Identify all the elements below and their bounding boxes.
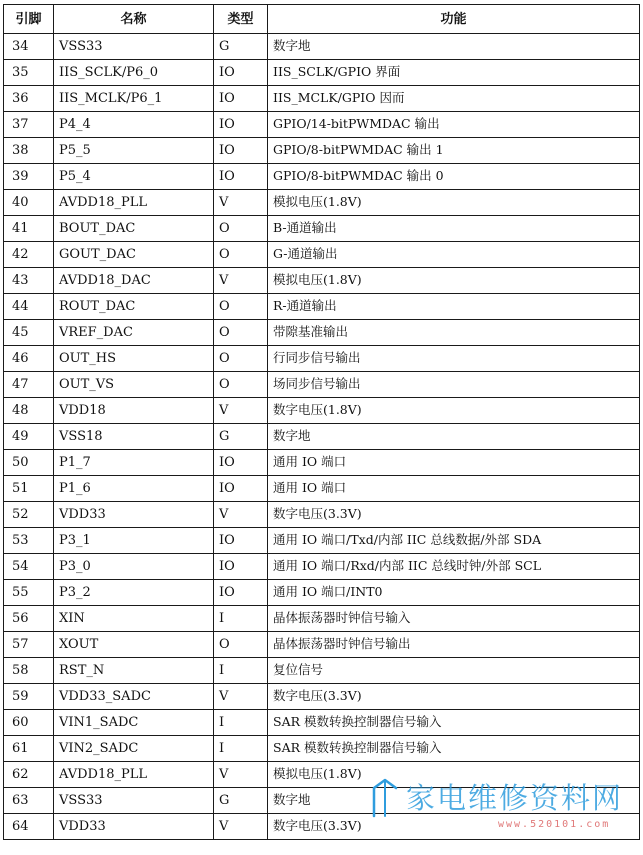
function-cell: 通用 IO 端口/Txd/内部 IIC 总线数据/外部 SDA	[268, 528, 640, 554]
name-cell: VDD33	[54, 502, 214, 528]
function-cell: SAR 模数转换控制器信号输入	[268, 710, 640, 736]
pin-cell: 35	[4, 60, 54, 86]
type-cell: O	[214, 216, 268, 242]
type-cell: V	[214, 398, 268, 424]
pin-cell: 40	[4, 190, 54, 216]
table-row	[4, 450, 640, 476]
pin-cell: 58	[4, 658, 54, 684]
function-cell: 数字地	[268, 424, 640, 450]
header-function: 功能	[268, 5, 640, 34]
type-cell: O	[214, 346, 268, 372]
function-cell: GPIO/8-bitPWMDAC 输出 0	[268, 164, 640, 190]
name-cell: VSS18	[54, 424, 214, 450]
table-row	[4, 164, 640, 190]
table-row	[4, 138, 640, 164]
function-cell: SAR 模数转换控制器信号输入	[268, 736, 640, 762]
function-cell: 模拟电压(1.8V)	[268, 268, 640, 294]
pin-cell: 52	[4, 502, 54, 528]
type-cell: V	[214, 684, 268, 710]
pin-cell: 36	[4, 86, 54, 112]
name-cell: P5_5	[54, 138, 214, 164]
table-row	[4, 736, 640, 762]
table-row	[4, 60, 640, 86]
pin-cell: 57	[4, 632, 54, 658]
table-row	[4, 398, 640, 424]
name-cell: VSS33	[54, 788, 214, 814]
table-row	[4, 268, 640, 294]
table-row	[4, 320, 640, 346]
table-row	[4, 216, 640, 242]
table-body	[4, 34, 640, 840]
name-cell: BOUT_DAC	[54, 216, 214, 242]
function-cell: 复位信号	[268, 658, 640, 684]
name-cell: P4_4	[54, 112, 214, 138]
table-row	[4, 762, 640, 788]
function-cell: 场同步信号输出	[268, 372, 640, 398]
type-cell: O	[214, 294, 268, 320]
name-cell: P3_0	[54, 554, 214, 580]
type-cell: IO	[214, 86, 268, 112]
name-cell: P5_4	[54, 164, 214, 190]
header-type: 类型	[214, 5, 268, 34]
type-cell: IO	[214, 528, 268, 554]
pin-cell: 61	[4, 736, 54, 762]
pin-cell: 44	[4, 294, 54, 320]
name-cell: OUT_VS	[54, 372, 214, 398]
type-cell: IO	[214, 138, 268, 164]
function-cell: 晶体振荡器时钟信号输入	[268, 606, 640, 632]
watermark-text: 家电维修资料网	[406, 781, 624, 815]
type-cell: IO	[214, 554, 268, 580]
pin-cell: 50	[4, 450, 54, 476]
function-cell: 通用 IO 端口	[268, 476, 640, 502]
table-row	[4, 424, 640, 450]
function-cell: 数字电压(1.8V)	[268, 398, 640, 424]
pin-cell: 54	[4, 554, 54, 580]
name-cell: IIS_MCLK/P6_1	[54, 86, 214, 112]
function-cell: 数字地	[268, 34, 640, 60]
table-row	[4, 788, 640, 814]
table-row	[4, 372, 640, 398]
pin-cell: 45	[4, 320, 54, 346]
function-cell: 数字电压(3.3V)	[268, 684, 640, 710]
function-cell: 模拟电压(1.8V)	[268, 762, 640, 788]
function-cell: 通用 IO 端口/INT0	[268, 580, 640, 606]
pin-cell: 51	[4, 476, 54, 502]
pin-cell: 43	[4, 268, 54, 294]
type-cell: IO	[214, 580, 268, 606]
table-row	[4, 814, 640, 840]
table-row	[4, 190, 640, 216]
pin-cell: 49	[4, 424, 54, 450]
name-cell: XIN	[54, 606, 214, 632]
pin-cell: 34	[4, 34, 54, 60]
table-row	[4, 580, 640, 606]
function-cell: 晶体振荡器时钟信号输出	[268, 632, 640, 658]
table-row	[4, 242, 640, 268]
type-cell: V	[214, 762, 268, 788]
type-cell: IO	[214, 164, 268, 190]
pin-cell: 41	[4, 216, 54, 242]
function-cell: G-通道输出	[268, 242, 640, 268]
function-cell: 行同步信号输出	[268, 346, 640, 372]
name-cell: VREF_DAC	[54, 320, 214, 346]
type-cell: V	[214, 268, 268, 294]
function-cell: IIS_SCLK/GPIO 界面	[268, 60, 640, 86]
name-cell: P1_6	[54, 476, 214, 502]
function-cell: B-通道输出	[268, 216, 640, 242]
type-cell: O	[214, 320, 268, 346]
name-cell: GOUT_DAC	[54, 242, 214, 268]
pin-cell: 55	[4, 580, 54, 606]
table-row	[4, 86, 640, 112]
watermark-url: www.520101.com	[498, 819, 611, 830]
pin-cell: 42	[4, 242, 54, 268]
type-cell: V	[214, 814, 268, 840]
function-cell: 数字电压(3.3V)	[268, 502, 640, 528]
pin-cell: 53	[4, 528, 54, 554]
table-header	[4, 5, 640, 34]
pin-cell: 64	[4, 814, 54, 840]
name-cell: VDD33_SADC	[54, 684, 214, 710]
type-cell: I	[214, 710, 268, 736]
name-cell: P3_1	[54, 528, 214, 554]
name-cell: VDD18	[54, 398, 214, 424]
type-cell: V	[214, 190, 268, 216]
name-cell: IIS_SCLK/P6_0	[54, 60, 214, 86]
pin-cell: 48	[4, 398, 54, 424]
name-cell: VSS33	[54, 34, 214, 60]
function-cell: 数字电压(3.3V)	[268, 814, 640, 840]
pin-cell: 63	[4, 788, 54, 814]
pin-cell: 56	[4, 606, 54, 632]
type-cell: G	[214, 34, 268, 60]
function-cell: 模拟电压(1.8V)	[268, 190, 640, 216]
table-row	[4, 34, 640, 60]
type-cell: G	[214, 424, 268, 450]
type-cell: V	[214, 502, 268, 528]
name-cell: P1_7	[54, 450, 214, 476]
table-row	[4, 502, 640, 528]
function-cell: IIS_MCLK/GPIO 因而	[268, 86, 640, 112]
pin-cell: 39	[4, 164, 54, 190]
table-row	[4, 528, 640, 554]
function-cell: 数字地	[268, 788, 640, 814]
function-cell: R-通道输出	[268, 294, 640, 320]
table-row	[4, 476, 640, 502]
header-pin: 引脚	[4, 5, 54, 34]
type-cell: IO	[214, 112, 268, 138]
pin-cell: 62	[4, 762, 54, 788]
pin-cell: 59	[4, 684, 54, 710]
table-row	[4, 632, 640, 658]
name-cell: AVDD18_PLL	[54, 190, 214, 216]
table-row	[4, 554, 640, 580]
name-cell: VIN1_SADC	[54, 710, 214, 736]
header-row	[4, 5, 640, 34]
type-cell: O	[214, 372, 268, 398]
type-cell: G	[214, 788, 268, 814]
function-cell: 带隙基准输出	[268, 320, 640, 346]
type-cell: O	[214, 632, 268, 658]
name-cell: AVDD18_PLL	[54, 762, 214, 788]
pin-cell: 38	[4, 138, 54, 164]
pin-function-table	[3, 4, 640, 840]
type-cell: I	[214, 606, 268, 632]
name-cell: RST_N	[54, 658, 214, 684]
name-cell: OUT_HS	[54, 346, 214, 372]
name-cell: AVDD18_DAC	[54, 268, 214, 294]
pin-cell: 46	[4, 346, 54, 372]
table-row	[4, 346, 640, 372]
name-cell: VDD33	[54, 814, 214, 840]
function-cell: 通用 IO 端口/Rxd/内部 IIC 总线时钟/外部 SCL	[268, 554, 640, 580]
pin-cell: 60	[4, 710, 54, 736]
table-row	[4, 658, 640, 684]
table-row	[4, 684, 640, 710]
type-cell: I	[214, 658, 268, 684]
type-cell: I	[214, 736, 268, 762]
header-name: 名称	[54, 5, 214, 34]
table-row	[4, 606, 640, 632]
table-row	[4, 294, 640, 320]
name-cell: ROUT_DAC	[54, 294, 214, 320]
name-cell: P3_2	[54, 580, 214, 606]
type-cell: IO	[214, 450, 268, 476]
pin-cell: 37	[4, 112, 54, 138]
table-row	[4, 710, 640, 736]
type-cell: IO	[214, 476, 268, 502]
table-row	[4, 112, 640, 138]
pin-cell: 47	[4, 372, 54, 398]
function-cell: GPIO/14-bitPWMDAC 输出	[268, 112, 640, 138]
type-cell: O	[214, 242, 268, 268]
name-cell: XOUT	[54, 632, 214, 658]
function-cell: GPIO/8-bitPWMDAC 输出 1	[268, 138, 640, 164]
name-cell: VIN2_SADC	[54, 736, 214, 762]
function-cell: 通用 IO 端口	[268, 450, 640, 476]
type-cell: IO	[214, 60, 268, 86]
